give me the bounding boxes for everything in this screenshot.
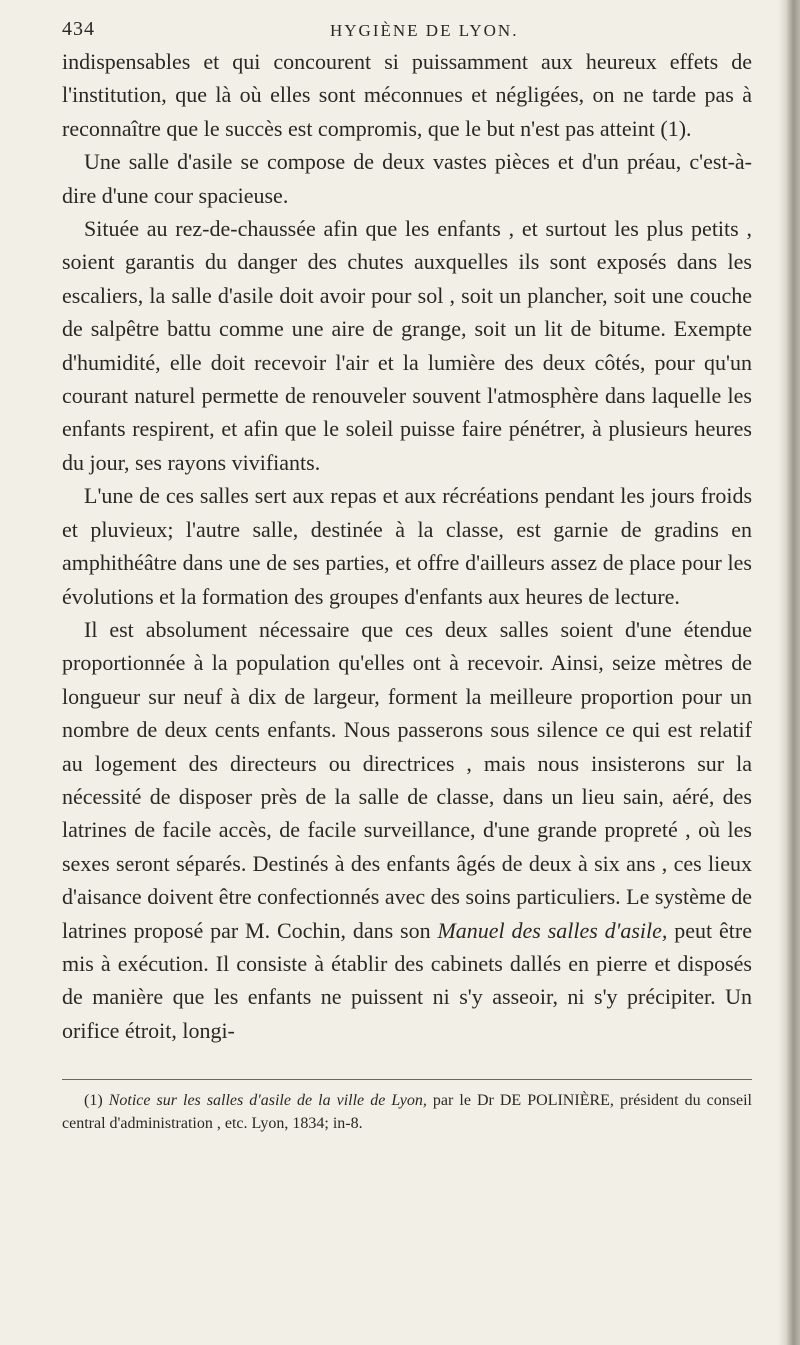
book-title: Manuel des salles d'asile, [437,917,668,943]
page-header [62,14,752,44]
paragraph: Située au rez-de-chaussée afin que les enfants , et surtout les plus petits , soient garantis du danger des chutes auxquelles ils sont exposés dans les escaliers, la salle d'asile doit avoir pour sol , soit un plancher, soit une couche de salpêtre battu comme une aire de grange, soit un lit de bitume. Exempte d'humidité, elle doit recevoir l'air et la lumière des deux côtés, pour qu'un courant naturel permette de renouveler souvent l'atmosphère dans laquelle les enfants respirent, et afin que le soleil puisse faire pénétrer, à plusieurs heures du jour, ses rayons vivifiants. [62,216,752,475]
paragraph-text: Il est absolument nécessaire que ces deux salles soient d'une étendue proportionnée à la population qu'elles ont à recevoir. Ainsi, seize mètres de longueur sur neuf à dix de largeur, forment la meilleure proportion pour un nombre de deux cents enfants. Nous passerons sous silence ce qui est relatif au logement des directeurs ou directrices , mais nous insisterons sur la nécessité de disposer près de la salle de classe, dans un lieu sain, aéré, des latrines de facile accès, de facile surveillance, d'une grande propreté , où les sexes seront séparés. Destinés à des enfants âgés de deux à six ans , ces lieux d'aisance doivent être confectionnés avec des soins particuliers. Le système de latrines proposé par M. Cochin, dans son [62,616,752,943]
footnote-text [62,1089,752,1135]
paragraph-text: peut être mis à exécution. Il consiste à établir des cabinets dallés en pierre et disposés de manière que les enfants ne puissent ni s'y asseoir, ni s'y précipiter. Un orifice étroit, longi- [62,917,752,1043]
footnote-rule [62,1079,752,1080]
footnote [62,1089,752,1135]
running-title: HYGIÈNE DE LYON. [330,21,519,40]
paragraph: Une salle d'asile se compose de deux vastes pièces et d'un préau, c'est-à-dire d'une cour spacieuse. [62,149,752,208]
footnote-marker: (1) [84,1092,109,1109]
page-edge-shadow [778,0,800,1345]
footnote-citation: par le Dr DE POLINIÈRE, président du conseil central d'administration , etc. Lyon, 1834; in-8. [62,1092,752,1132]
paragraph-last [62,613,752,1047]
body-text [62,45,752,1047]
paragraph-continuation: indispensables et qui concourent si puissamment aux heureux effets de l'institution, que là où elles sont méconnues et négligées, on ne tarde pas à reconnaître que le succès est compromis, que le but n'est pas atteint (1). [62,49,752,141]
paragraph: L'une de ces salles sert aux repas et aux récréations pendant les jours froids et pluvieux; l'autre salle, destinée à la classe, est garnie de gradins en amphithéâtre dans une de ses parties, et offre d'ailleurs assez de place pour les évolutions et la formation des groupes d'enfants aux heures de lecture. [62,483,752,609]
page-number: 434 [62,18,95,40]
footnote-cited-title: Notice sur les salles d'asile de la ville de Lyon, [108,1092,427,1109]
